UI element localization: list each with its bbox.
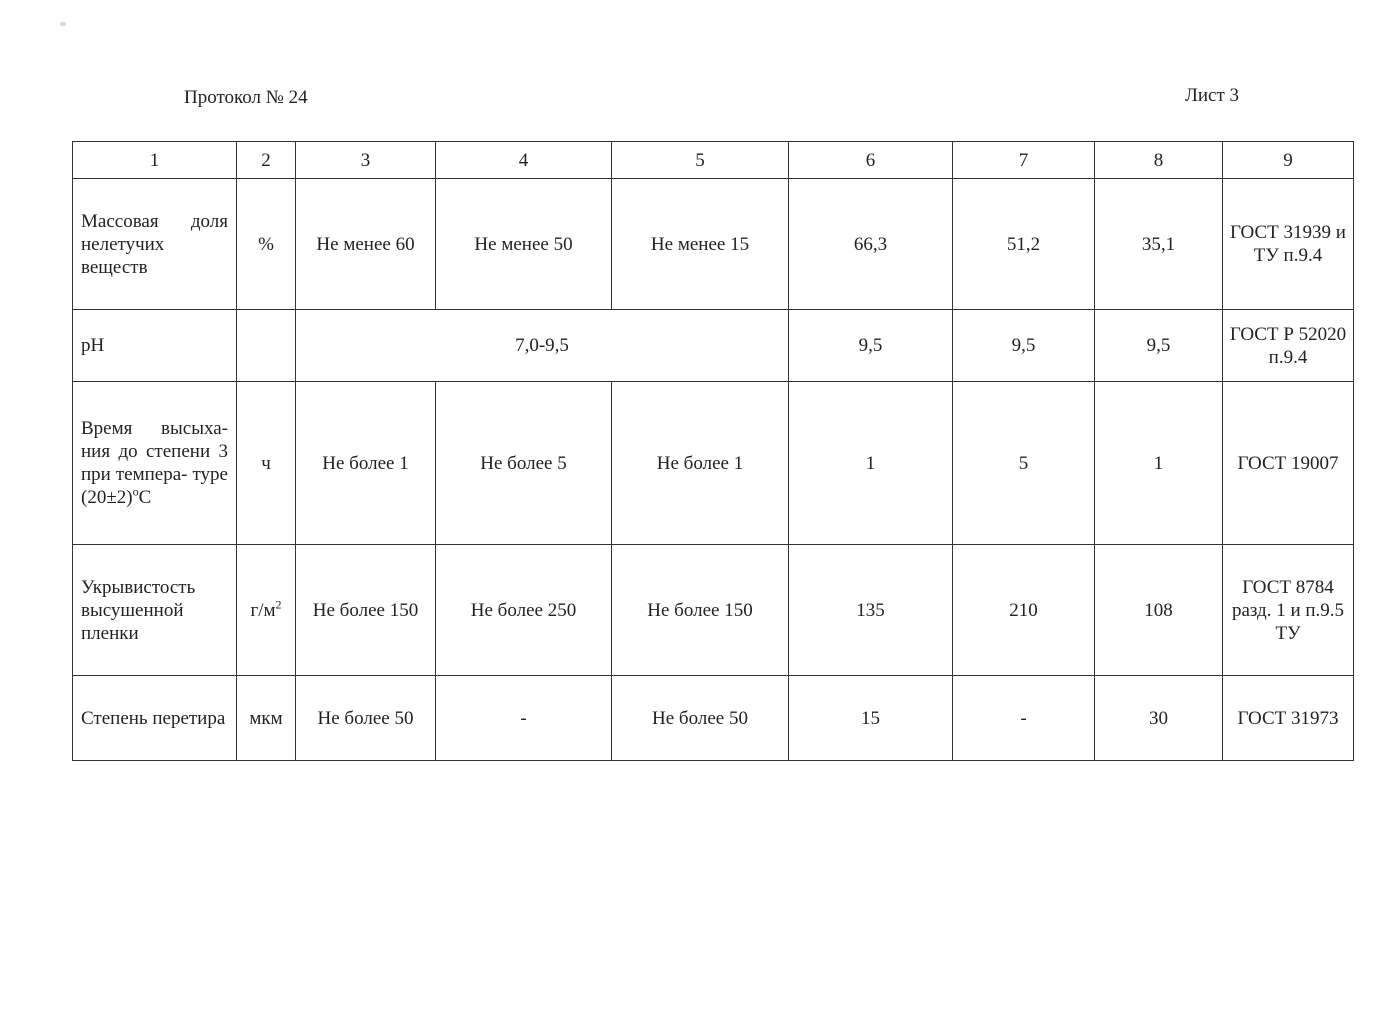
result-cell: 135 xyxy=(789,545,953,676)
result-cell: 9,5 xyxy=(953,310,1095,382)
unit-cell: ч xyxy=(237,382,296,545)
result-cell: 15 xyxy=(789,676,953,761)
result-cell: 1 xyxy=(789,382,953,545)
requirement-cell: Не более 50 xyxy=(612,676,789,761)
unit-cell xyxy=(237,545,296,676)
unit-cell xyxy=(237,310,296,382)
column-header: 2 xyxy=(237,142,296,179)
parameter-name: Укрывистость высушенной пленки xyxy=(73,545,237,676)
requirement-cell: Не более 150 xyxy=(296,545,436,676)
method-cell: ГОСТ 31939 и ТУ п.9.4 xyxy=(1223,179,1354,310)
protocol-number: Протокол № 24 xyxy=(184,87,308,108)
param-line: ния до степени xyxy=(81,441,211,462)
degree-superscript: о xyxy=(132,484,139,499)
method-cell: ГОСТ Р 52020 п.9.4 xyxy=(1223,310,1354,382)
method-cell: ГОСТ 31973 xyxy=(1223,676,1354,761)
result-cell: 108 xyxy=(1095,545,1223,676)
requirement-cell: Не менее 15 xyxy=(612,179,789,310)
parameter-name: pH xyxy=(73,310,237,382)
temperature-unit: С xyxy=(138,487,152,508)
test-results-table xyxy=(72,141,1354,761)
param-line: Время высыха- xyxy=(81,418,228,439)
sheet-number: Лист 3 xyxy=(1185,85,1240,106)
requirement-cell: Не более 1 xyxy=(296,382,436,545)
requirement-cell: Не менее 60 xyxy=(296,179,436,310)
column-header: 6 xyxy=(789,142,953,179)
column-header: 9 xyxy=(1223,142,1354,179)
table-row xyxy=(73,676,1354,761)
table-row xyxy=(73,310,1354,382)
column-number-row xyxy=(73,142,1354,179)
unit-cell: % xyxy=(237,179,296,310)
scan-artifact xyxy=(60,22,66,26)
table-row xyxy=(73,382,1354,545)
column-header: 5 xyxy=(612,142,789,179)
method-cell: ГОСТ 8784 разд. 1 и п.9.5 ТУ xyxy=(1223,545,1354,676)
result-cell: 35,1 xyxy=(1095,179,1223,310)
result-cell: 51,2 xyxy=(953,179,1095,310)
unit-base: г/м xyxy=(250,599,276,621)
requirement-cell: - xyxy=(436,676,612,761)
parameter-name: Степень перетира xyxy=(73,676,237,761)
method-cell: ГОСТ 19007 xyxy=(1223,382,1354,545)
param-line: 3 при темпера- xyxy=(81,441,228,485)
requirement-cell: Не более 1 xyxy=(612,382,789,545)
parameter-name: Массовая доля нелетучих веществ xyxy=(73,179,237,310)
parameter-name xyxy=(73,382,237,545)
column-header: 1 xyxy=(73,142,237,179)
result-cell: 9,5 xyxy=(1095,310,1223,382)
column-header: 8 xyxy=(1095,142,1223,179)
table-row xyxy=(73,179,1354,310)
requirement-cell: Не менее 50 xyxy=(436,179,612,310)
result-cell: 66,3 xyxy=(789,179,953,310)
requirement-cell: Не более 150 xyxy=(612,545,789,676)
requirement-merged-cell: 7,0-9,5 xyxy=(296,310,789,382)
requirement-cell: Не более 50 xyxy=(296,676,436,761)
requirement-cell: Не более 5 xyxy=(436,382,612,545)
result-cell: 30 xyxy=(1095,676,1223,761)
column-header: 3 xyxy=(296,142,436,179)
unit-exponent: 2 xyxy=(275,597,282,612)
result-cell: 210 xyxy=(953,545,1095,676)
table-row xyxy=(73,545,1354,676)
param-line: туре (20±2) xyxy=(81,464,228,508)
requirement-cell: Не более 250 xyxy=(436,545,612,676)
column-header: 7 xyxy=(953,142,1095,179)
result-cell: 5 xyxy=(953,382,1095,545)
unit-cell: мкм xyxy=(237,676,296,761)
column-header: 4 xyxy=(436,142,612,179)
result-cell: 9,5 xyxy=(789,310,953,382)
result-cell: - xyxy=(953,676,1095,761)
result-cell: 1 xyxy=(1095,382,1223,545)
